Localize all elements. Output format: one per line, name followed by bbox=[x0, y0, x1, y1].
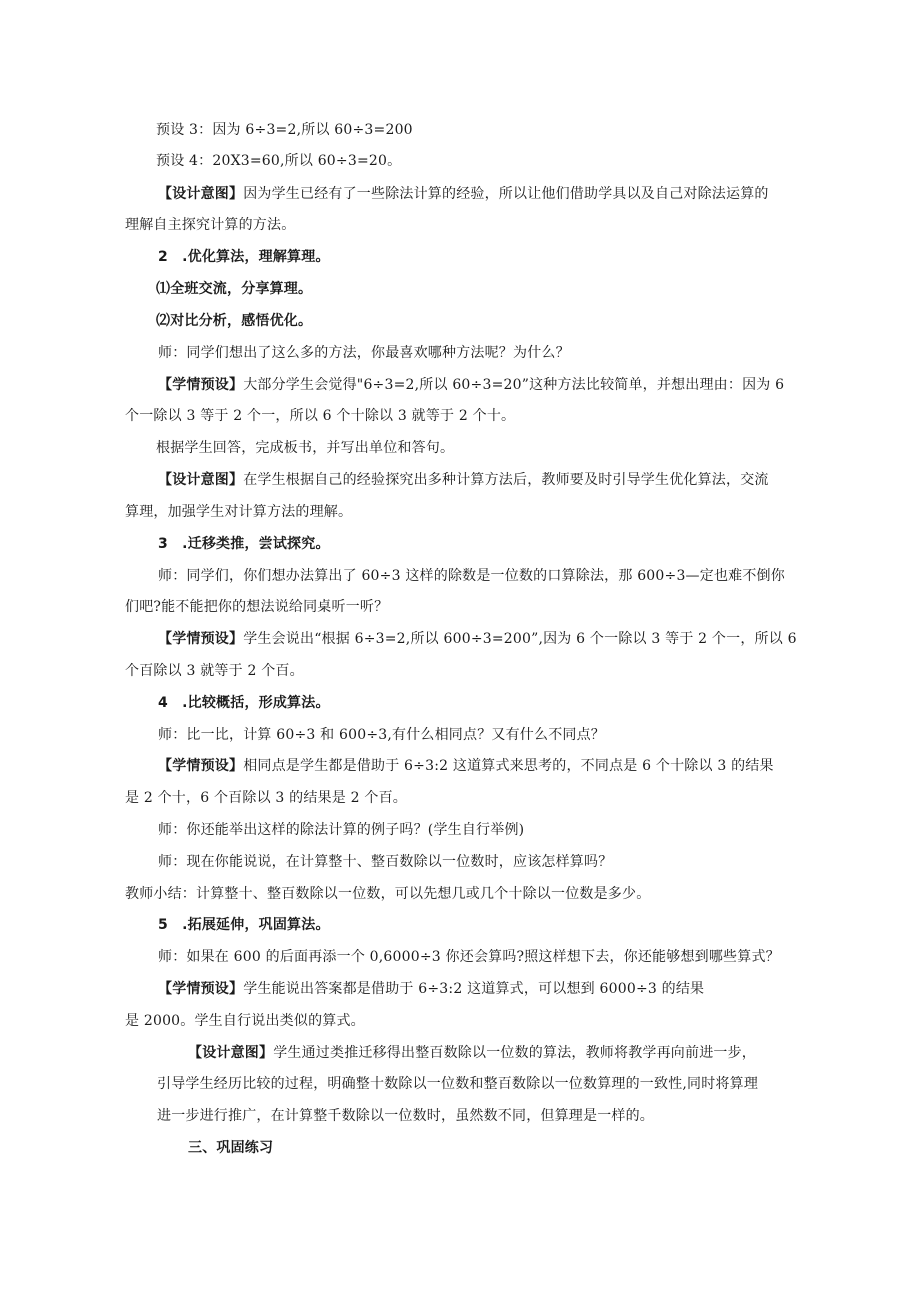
teacher-question-6: 师：如果在 600 的后面再添一个 0,6000÷3 你还会算吗?照这样想下去，你还能够想到哪些算式？ bbox=[158, 949, 780, 965]
teacher-question-2-cont: 们吧?能不能把你的想法说给同桌听一听？ bbox=[125, 599, 389, 615]
student-situation-3 bbox=[158, 756, 774, 776]
design-intent-1-text: 因为学生已经有了一些除法计算的经验，所以让他们借助学具以及自己对除法运算的 bbox=[243, 186, 769, 202]
student-situation-3-cont: 是 2 个十，6 个百除以 3 的结果是 2 个百。 bbox=[125, 790, 407, 806]
design-intent-2-cont: 算理，加强学生对计算方法的理解。 bbox=[125, 504, 353, 520]
design-intent-3-text: 学生通过类推迁移得出整百数除以一位数的算法，教师将教学再向前进一步， bbox=[273, 1045, 757, 1061]
design-intent-3 bbox=[188, 1043, 756, 1063]
teacher-question-5: 师：现在你能说说，在计算整十、整百数除以一位数时，应该怎样算吗？ bbox=[158, 854, 613, 870]
student-situation-4 bbox=[158, 979, 704, 999]
student-situation-1-text: 大部分学生会觉得"6÷3=2,所以 60÷3=20”这种方法比较简单，并想出理由：因为 6 bbox=[243, 377, 785, 393]
student-situation-tag: 【学情预设】 bbox=[158, 377, 244, 393]
design-intent-tag: 【设计意图】 bbox=[188, 1045, 274, 1061]
preset-4-line: 预设 4：20X3=60,所以 60÷3=20。 bbox=[156, 153, 402, 169]
design-intent-1-cont: 理解自主探究计算的方法。 bbox=[125, 217, 296, 233]
section-three-heading: 三、巩固练习 bbox=[188, 1140, 274, 1156]
preset-3-line: 预设 3：因为 6÷3=2,所以 60÷3=200 bbox=[156, 122, 413, 138]
board-writing-note: 根据学生回答，完成板书，并写出单位和答句。 bbox=[156, 440, 455, 456]
student-situation-4-cont: 是 2000。学生自行说出类似的算式。 bbox=[125, 1013, 365, 1029]
design-intent-1 bbox=[158, 184, 769, 204]
design-intent-2 bbox=[158, 470, 769, 490]
teacher-question-4: 师：你还能举出这样的除法计算的例子吗？(学生自行举例) bbox=[158, 822, 525, 838]
student-situation-tag: 【学情预设】 bbox=[158, 758, 244, 774]
student-situation-2-cont: 个百除以 3 就等于 2 个百。 bbox=[125, 663, 304, 679]
subsection-1-heading: ⑴全班交流，分享算理。 bbox=[156, 281, 313, 297]
section-4-heading: 4 .比较概括，形成算法。 bbox=[158, 695, 330, 711]
student-situation-2 bbox=[158, 629, 797, 649]
section-2-heading: 2 .优化算法，理解算理。 bbox=[158, 249, 330, 265]
design-intent-2-text: 在学生根据自己的经验探究出多种计算方法后，教师要及时引导学生优化算法，交流 bbox=[243, 472, 769, 488]
student-situation-3-text: 相同点是学生都是借助于 6÷3:2 这道算式来思考的，不同点是 6 个十除以 3 的结果 bbox=[243, 758, 774, 774]
student-situation-tag: 【学情预设】 bbox=[158, 981, 244, 997]
subsection-2-heading: ⑵对比分析，感悟优化。 bbox=[156, 313, 313, 329]
student-situation-4-text: 学生能说出答案都是借助于 6÷3:2 这道算式，可以想到 6000÷3 的结果 bbox=[243, 981, 705, 997]
teacher-question-2: 师：同学们，你们想办法算出了 60÷3 这样的除数是一位数的口算除法，那 600÷3—定也难不倒你 bbox=[158, 568, 785, 584]
teacher-question-3: 师：比一比，计算 60÷3 和 600÷3,有什么相同点？又有什么不同点？ bbox=[158, 727, 606, 743]
section-3-heading: 3 .迁移类推，尝试探究。 bbox=[158, 536, 330, 552]
student-situation-tag: 【学情预设】 bbox=[158, 631, 244, 647]
design-intent-tag: 【设计意图】 bbox=[158, 472, 244, 488]
design-intent-3-cont-2: 进一步进行推广，在计算整千数除以一位数时，虽然数不同，但算理是一样的。 bbox=[157, 1108, 654, 1124]
section-5-heading: 5 .拓展延伸，巩固算法。 bbox=[158, 917, 330, 933]
student-situation-2-text: 学生会说出“根据 6÷3=2,所以 600÷3=200”,因为 6 个一除以 3 等于 2 个一，所以 6 bbox=[243, 631, 797, 647]
student-situation-1-cont: 个一除以 3 等于 2 个一，所以 6 个十除以 3 就等于 2 个十。 bbox=[125, 408, 516, 424]
design-intent-3-cont-1: 引导学生经历比较的过程，明确整十数除以一位数和整百数除以一位数算理的一致性,同时将算理 bbox=[157, 1076, 759, 1092]
design-intent-tag: 【设计意图】 bbox=[158, 186, 244, 202]
teacher-summary: 教师小结：计算整十、整百数除以一位数，可以先想几或几个十除以一位数是多少。 bbox=[125, 886, 651, 902]
student-situation-1 bbox=[158, 375, 784, 395]
teacher-question-1: 师：同学们想出了这么多的方法，你最喜欢哪种方法呢？为什么？ bbox=[158, 345, 570, 361]
